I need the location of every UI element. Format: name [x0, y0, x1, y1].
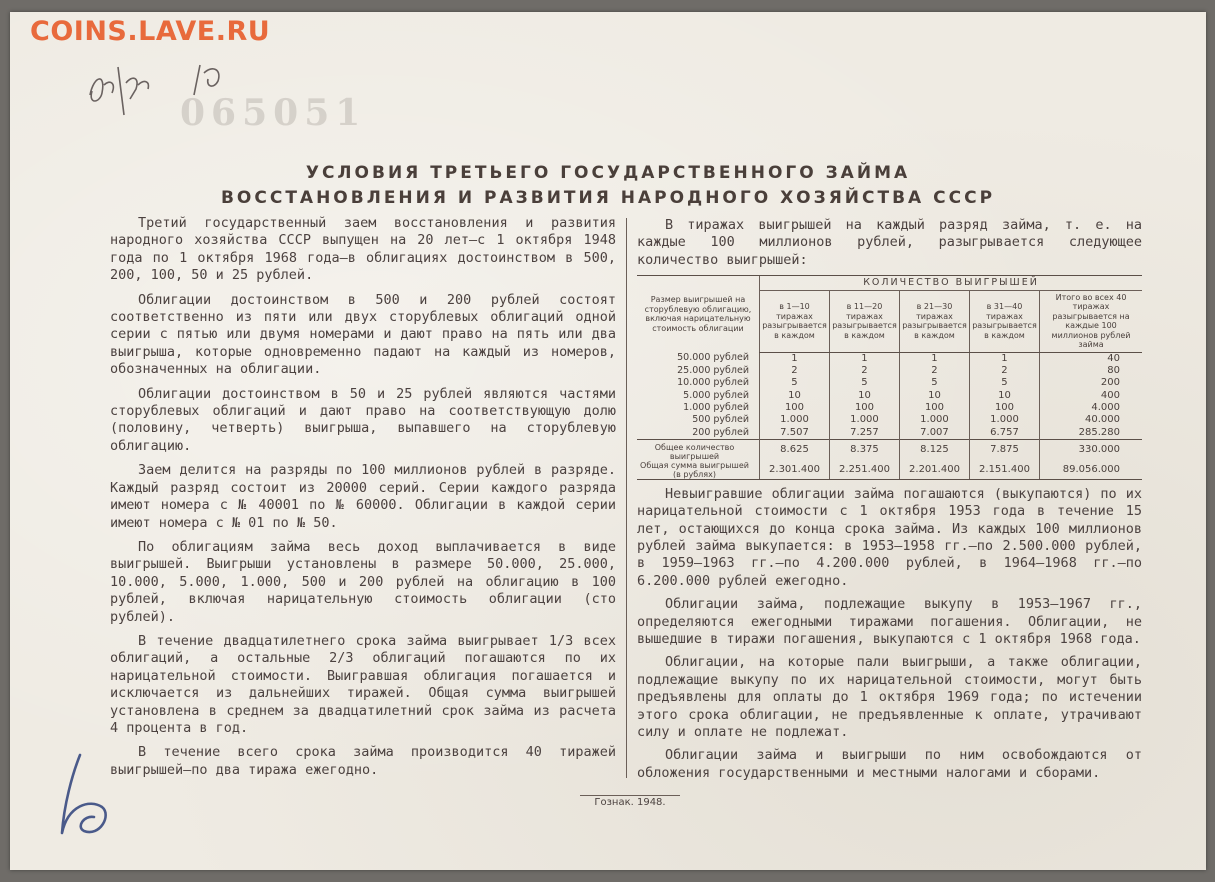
col-header: в 31—40 тиражах разыгрывается в каждом	[969, 290, 1039, 352]
cell: 89.056.000	[1040, 461, 1143, 480]
cell: 6.757	[969, 427, 1039, 440]
cell: 8.625	[760, 439, 830, 461]
table-row	[637, 402, 1142, 414]
cell: 1.000	[829, 414, 899, 426]
cell: 2	[899, 365, 969, 377]
cell: 1	[760, 352, 830, 365]
row-label: 10.000 рублей	[677, 377, 749, 389]
corner-header: Размер выигрышей на сторублевую облигацию, включая нарицательную стоимость облигации	[637, 276, 760, 353]
cell: 10	[969, 390, 1039, 402]
row-label: 500 рублей	[692, 414, 749, 426]
col-header: Итого во всех 40 тиражах разыгрывается на каждые 100 миллионов рублей займа	[1040, 290, 1143, 352]
row-label: 200 рублей	[692, 426, 749, 438]
cell: 7.507	[760, 427, 830, 440]
group-header: КОЛИЧЕСТВО ВЫИГРЫШЕЙ	[760, 276, 1143, 291]
title-line-2: ВОССТАНОВЛЕНИЯ И РАЗВИТИЯ НАРОДНОГО ХОЗЯЙСТВА СССР	[220, 188, 996, 208]
printer-imprint: Гознак. 1948.	[580, 795, 680, 808]
left-column	[110, 215, 616, 786]
prize-table	[637, 275, 1142, 480]
cell: 100	[899, 402, 969, 414]
cell: 7.875	[969, 439, 1039, 461]
cell: 1	[829, 352, 899, 365]
row-label: 25.000 рублей	[677, 365, 749, 377]
serial-number: 065051	[180, 92, 367, 134]
table-row	[637, 377, 1142, 389]
paragraph: В течение всего срока займа производится 40 тиражей выигрышей—по два тиража ежегодно.	[110, 744, 616, 778]
paragraph: Облигации достоинством в 50 и 25 рублей являются частями сторублевых облигаций и дают право на соответствующую долю (половину, четверть) выигрыша, выпавшего на сторублевую облигацию.	[110, 385, 616, 454]
table-row	[637, 427, 1142, 440]
table-row	[637, 365, 1142, 377]
cell: 2.251.400	[829, 461, 899, 480]
table-row	[637, 414, 1142, 426]
total-sum-row	[637, 461, 1142, 480]
cell: 2.201.400	[899, 461, 969, 480]
cell: 5	[760, 377, 830, 389]
cell: 1.000	[760, 414, 830, 426]
table-row	[637, 390, 1142, 402]
paragraph: Невыигравшие облигации займа погашаются (выкупаются) по их нарицательной стоимости с 1 октября 1953 года в течение 15 лет, остающихся до конца срока займа. Из каждых 100 миллионов рублей займа выкупается: в 1953—1958 гг.—по 2.500.000 рублей, в 1959—1963 гг.—по 4.200.000 рублей, в 1964—1968 гг.—по 6.200.000 рублей ежегодно.	[637, 485, 1142, 589]
paragraph: Облигации, на которые пали выигрыши, а также облигации, подлежащие выкупу по их нарицательной стоимости, могут быть предъявлены для оплаты до 1 октября 1969 года; по истечении этого срока облигации, не предъявленные к оплате, утрачивают силу и оплате не подлежат.	[637, 654, 1142, 741]
row-label: 5.000 рублей	[683, 389, 749, 401]
col-header: в 1—10 тиражах разыгрывается в каждом	[760, 290, 830, 352]
total-count-row	[637, 439, 1142, 461]
cell: 8.375	[829, 439, 899, 461]
cell: 100	[760, 402, 830, 414]
paragraph: По облигациям займа весь доход выплачивается в виде выигрышей. Выигрыши установлены в размере 50.000, 25.000, 10.000, 5.000, 1.000, 500 и 200 рублей на облигацию в 100 рублей, включая нарицательную стоимость облигации (сто рублей).	[110, 538, 616, 625]
col-header: в 11—20 тиражах разыгрывается в каждом	[829, 290, 899, 352]
handwritten-mark	[50, 745, 120, 845]
cell: 2.301.400	[760, 461, 830, 480]
cell: 1	[899, 352, 969, 365]
cell: 2	[760, 365, 830, 377]
cell: 1.000	[899, 414, 969, 426]
cell: 7.257	[829, 427, 899, 440]
cell: 2	[969, 365, 1039, 377]
cell: 10	[829, 390, 899, 402]
site-watermark: COINS.LAVE.RU	[30, 16, 271, 47]
total-count-label: Общее количество выигрышей	[637, 439, 760, 461]
row-label: 50.000 рублей	[677, 352, 749, 364]
cell: 100	[829, 402, 899, 414]
title-line-1: УСЛОВИЯ ТРЕТЬЕГО ГОСУДАРСТВЕННОГО ЗАЙМА	[305, 163, 911, 183]
cell: 2	[829, 365, 899, 377]
row-label: 1.000 рублей	[683, 401, 749, 413]
total-sum-label: Общая сумма выигрышей (в рублях)	[637, 461, 760, 480]
cell: 1	[969, 352, 1039, 365]
table-row	[637, 352, 1142, 365]
cell: 5	[969, 377, 1039, 389]
right-column	[637, 217, 1142, 788]
paragraph: В течение двадцатилетнего срока займа выигрывает 1/3 всех облигаций, а остальные 2/3 облигаций погашаются по их нарицательной стоимости. Выигравшая облигация погашается и исключается из дальнейших тиражей. Общая сумма выигрышей установлена в среднем за двадцатилетний срок займа из расчета 4 процента в год.	[110, 632, 616, 736]
cell: 40.000	[1040, 414, 1143, 426]
cell: 10	[760, 390, 830, 402]
cell: 2.151.400	[969, 461, 1039, 480]
paragraph: Облигации займа и выигрыши по ним освобождаются от обложения государственными и местными налогами и сборами.	[637, 747, 1142, 781]
cell: 40	[1040, 352, 1143, 365]
paragraph: Облигации займа, подлежащие выкупу в 1953—1967 гг., определяются ежегодными тиражами погашения. Облигации, не вышедшие в тиражи погашения, выкупаются с 1 октября 1968 года.	[637, 596, 1142, 648]
handwritten-notes	[80, 55, 250, 135]
cell: 10	[899, 390, 969, 402]
cell: 400	[1040, 390, 1143, 402]
cell: 200	[1040, 377, 1143, 389]
paragraph: Облигации достоинством в 500 и 200 рублей состоят соответственно из пяти или двух сторублевых облигаций одной серии с пятью или двумя номерами и дают право на пять или два выигрыша, которые одновременно падают на каждый из номеров, обозначенных на облигации.	[110, 291, 616, 378]
cell: 1.000	[969, 414, 1039, 426]
cell: 8.125	[899, 439, 969, 461]
cell: 80	[1040, 365, 1143, 377]
column-divider	[626, 218, 627, 778]
paragraph: Третий государственный заем восстановления и развития народного хозяйства СССР выпущен на 20 лет—с 1 октября 1948 года по 1 октября 1968 года—в облигациях достоинством в 500, 200, 100, 50 и 25 рублей.	[110, 215, 616, 284]
cell: 5	[899, 377, 969, 389]
table-intro: В тиражах выигрышей на каждый разряд займа, т. е. на каждые 100 миллионов рублей, разыгрывается следующее количество выигрышей:	[637, 217, 1142, 268]
paragraph: Заем делится на разряды по 100 миллионов рублей в разряде. Каждый разряд состоит из 20000 серий. Серии каждого разряда имеют номера с № 40001 по № 60000. Облигации в каждой серии имеют номера с № 01 по № 50.	[110, 462, 616, 531]
cell: 330.000	[1040, 439, 1143, 461]
cell: 7.007	[899, 427, 969, 440]
cell: 5	[829, 377, 899, 389]
cell: 100	[969, 402, 1039, 414]
col-header: в 21—30 тиражах разыгрывается в каждом	[899, 290, 969, 352]
cell: 285.280	[1040, 427, 1143, 440]
cell: 4.000	[1040, 402, 1143, 414]
